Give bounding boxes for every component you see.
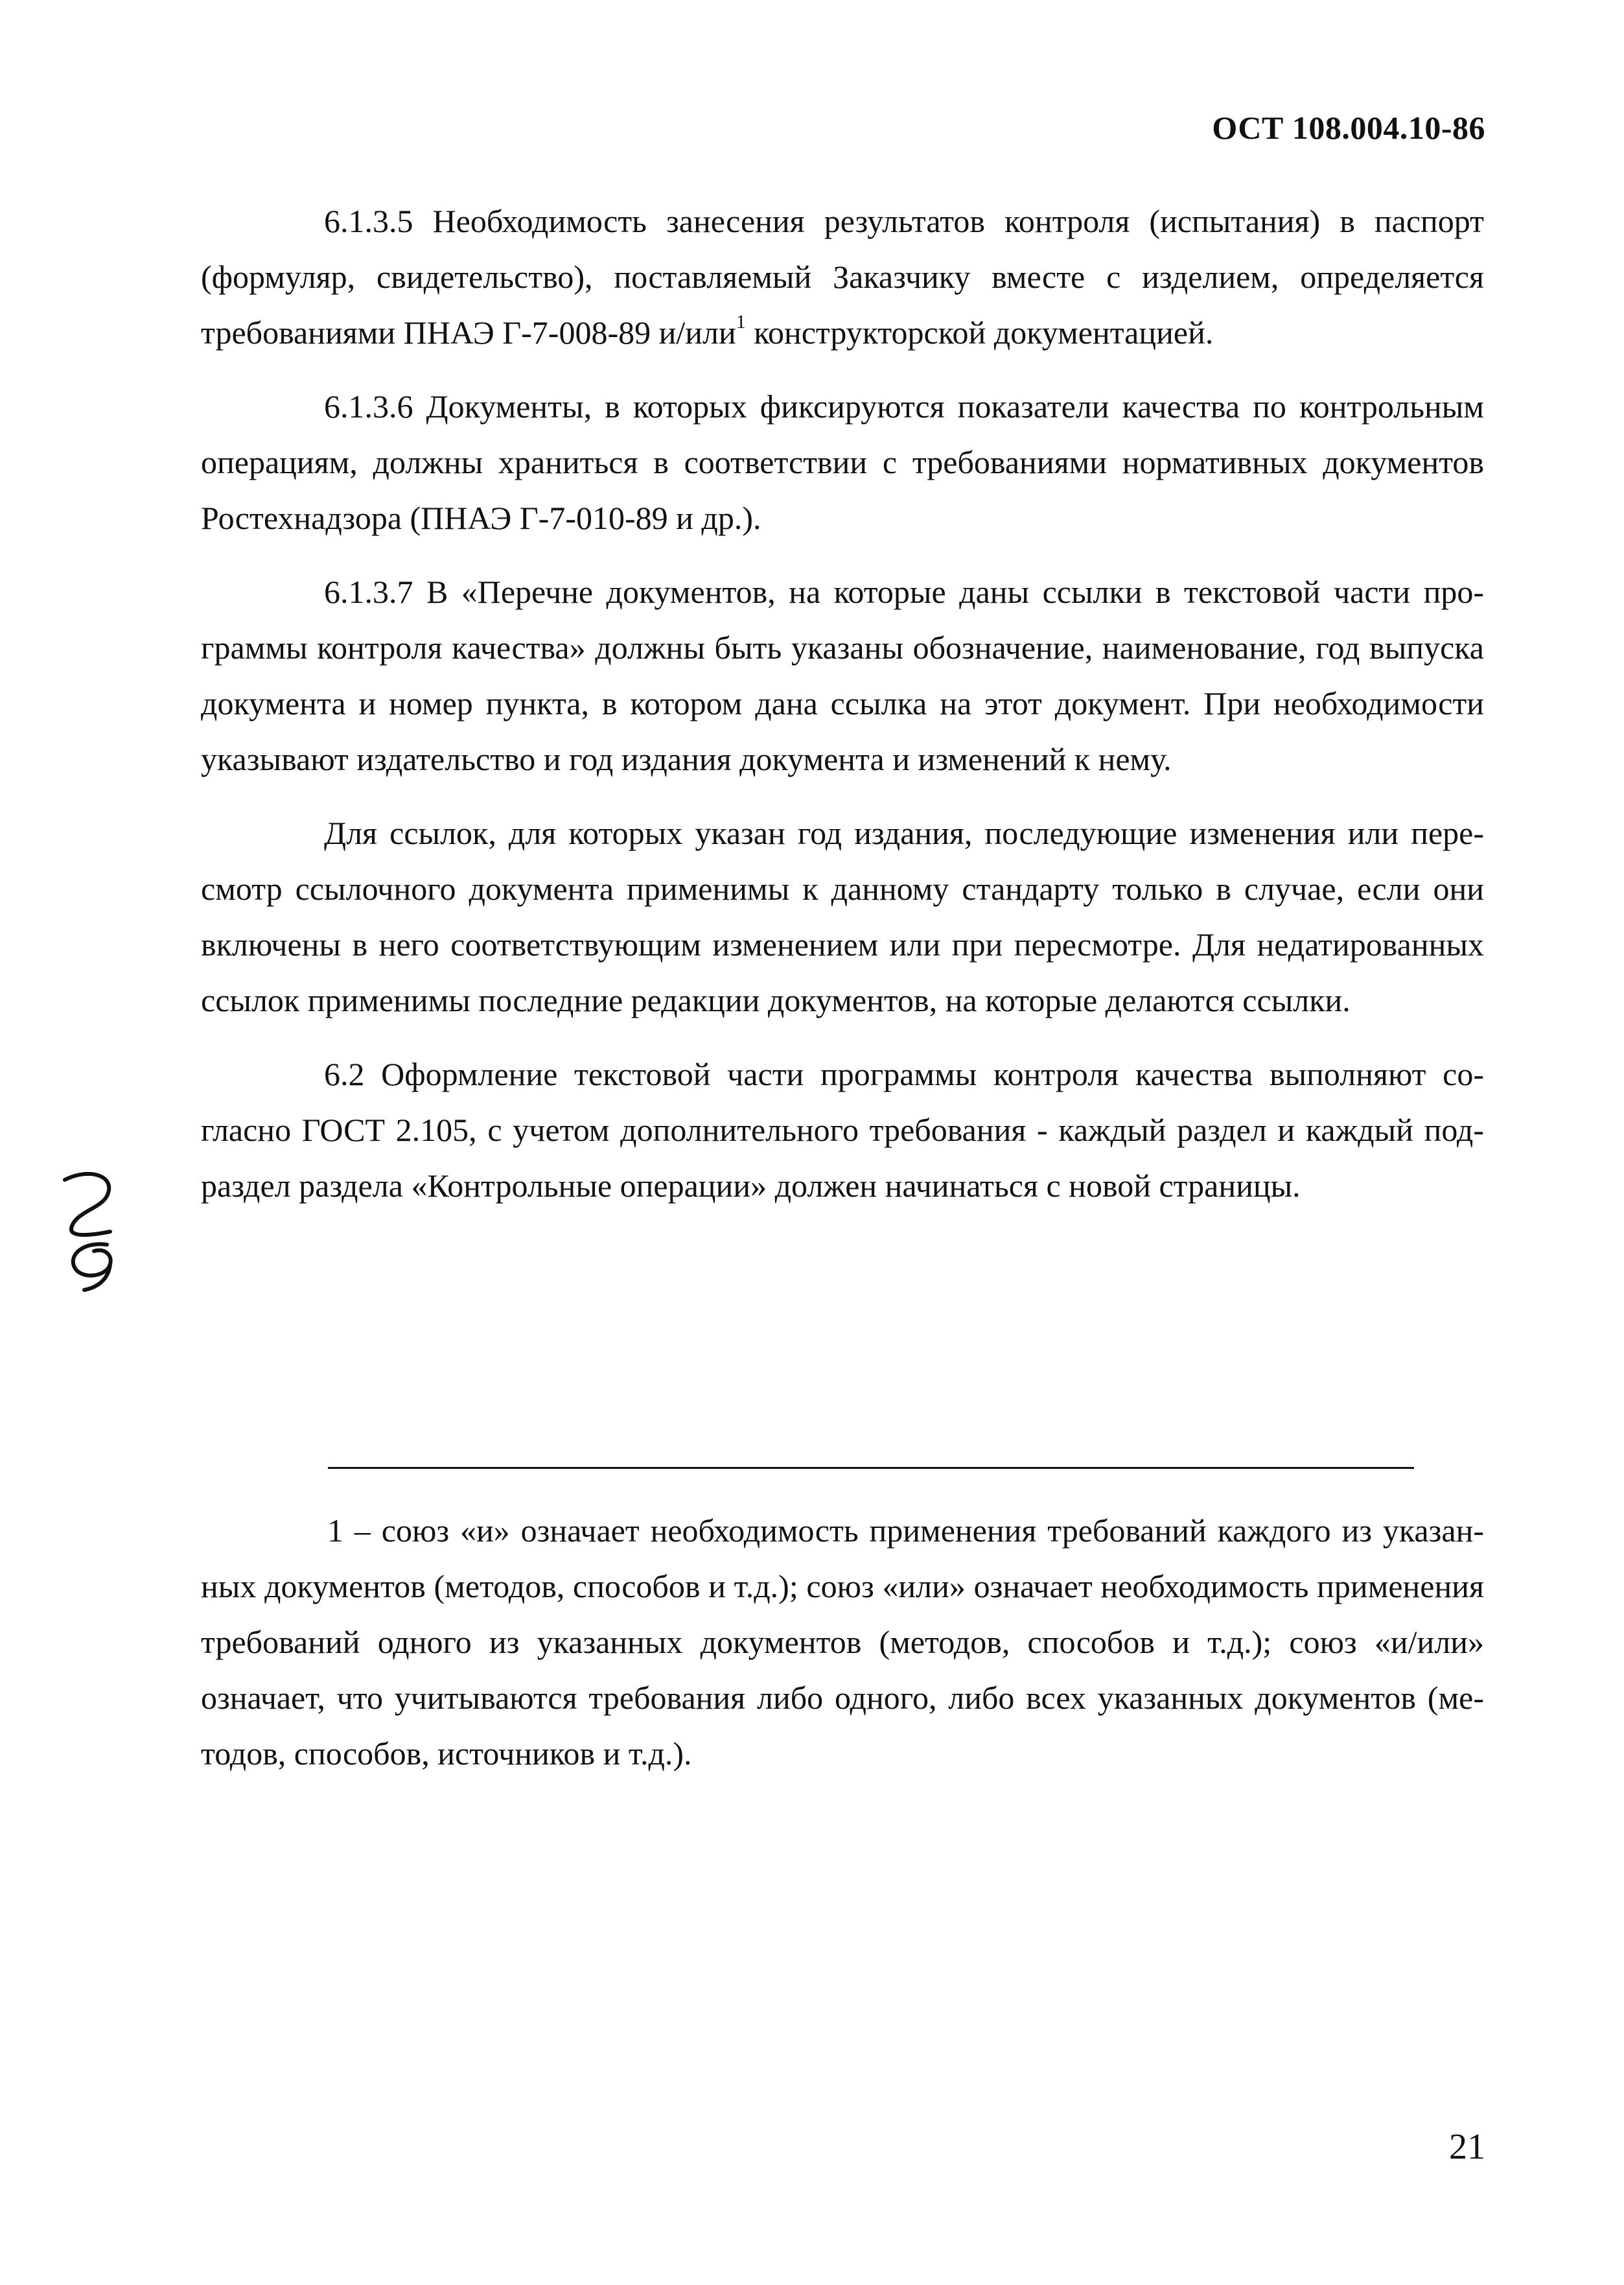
handwritten-page-mark-icon (45, 1160, 130, 1296)
paragraph-text: 6.1.3.5 Необходимость занесения результатов контроля (испытания) в паспорт (формуляр, свидетельство), поставляемый Заказчику вместе с изделием, определяется требованиями ПНАЭ Г-7-008-89 и/или (201, 203, 1484, 351)
paragraph-6-2: 6.2 Оформление текстовой части программы контроля качества выполняют согласно ГОСТ 2.105, с учетом дополнительного требования - каждый раздел и каждый подраздел раздела «Контрольные операции» должен начинаться с новой страницы. (201, 1056, 1484, 1204)
document-code: ОСТ 108.004.10-86 (1212, 110, 1485, 146)
footnote-separator (328, 1467, 1414, 1469)
paragraph-references-note: Для ссылок, для которых указан год издания, последующие изменения или пересмотр ссылочного документа применимы к данному стандарту только в случае, если они включены в него соответствующим изменением или при пересмотре. Для недатированных ссылок применимы последние редакции документов, на которые делаются ссылки. (201, 815, 1484, 1018)
paragraph-6-1-3-7: 6.1.3.7 В «Перечне документов, на которые даны ссылки в текстовой части программы контроля качества» должны быть указаны обозначение, наименование, год выпуска документа и номер пункта, в котором дана ссылка на этот документ. При необходимости указывают издательство и год издания документа и изменений к нему. (201, 574, 1484, 777)
footnote-reference: 1 (736, 311, 746, 333)
main-text (201, 193, 1484, 1232)
page-number: 21 (1449, 2127, 1485, 2167)
paragraph-text-continued: конструкторской документацией. (745, 314, 1214, 351)
paragraph-6-1-3-6: 6.1.3.6 Документы, в которых фиксируются показатели качества по контрольным операциям, должны храниться в соответствии с требованиями нормативных документов Ростехнадзора (ПНАЭ Г-7-010-89 и др.). (201, 388, 1484, 536)
paragraph-6-1-3-5 (201, 193, 1484, 360)
footnote-1: 1 – союз «и» означает необходимость применения требований каждого из указанных документов (методов, способов и т.д.); союз «или» означает необходимость применения требований одного из указанных документов (методов, способов и т.д.); союз «и/или» означает, что учитываются требования либо одного, либо всех указанных документов (методов, способов, источников и т.д.). (201, 1512, 1484, 1772)
